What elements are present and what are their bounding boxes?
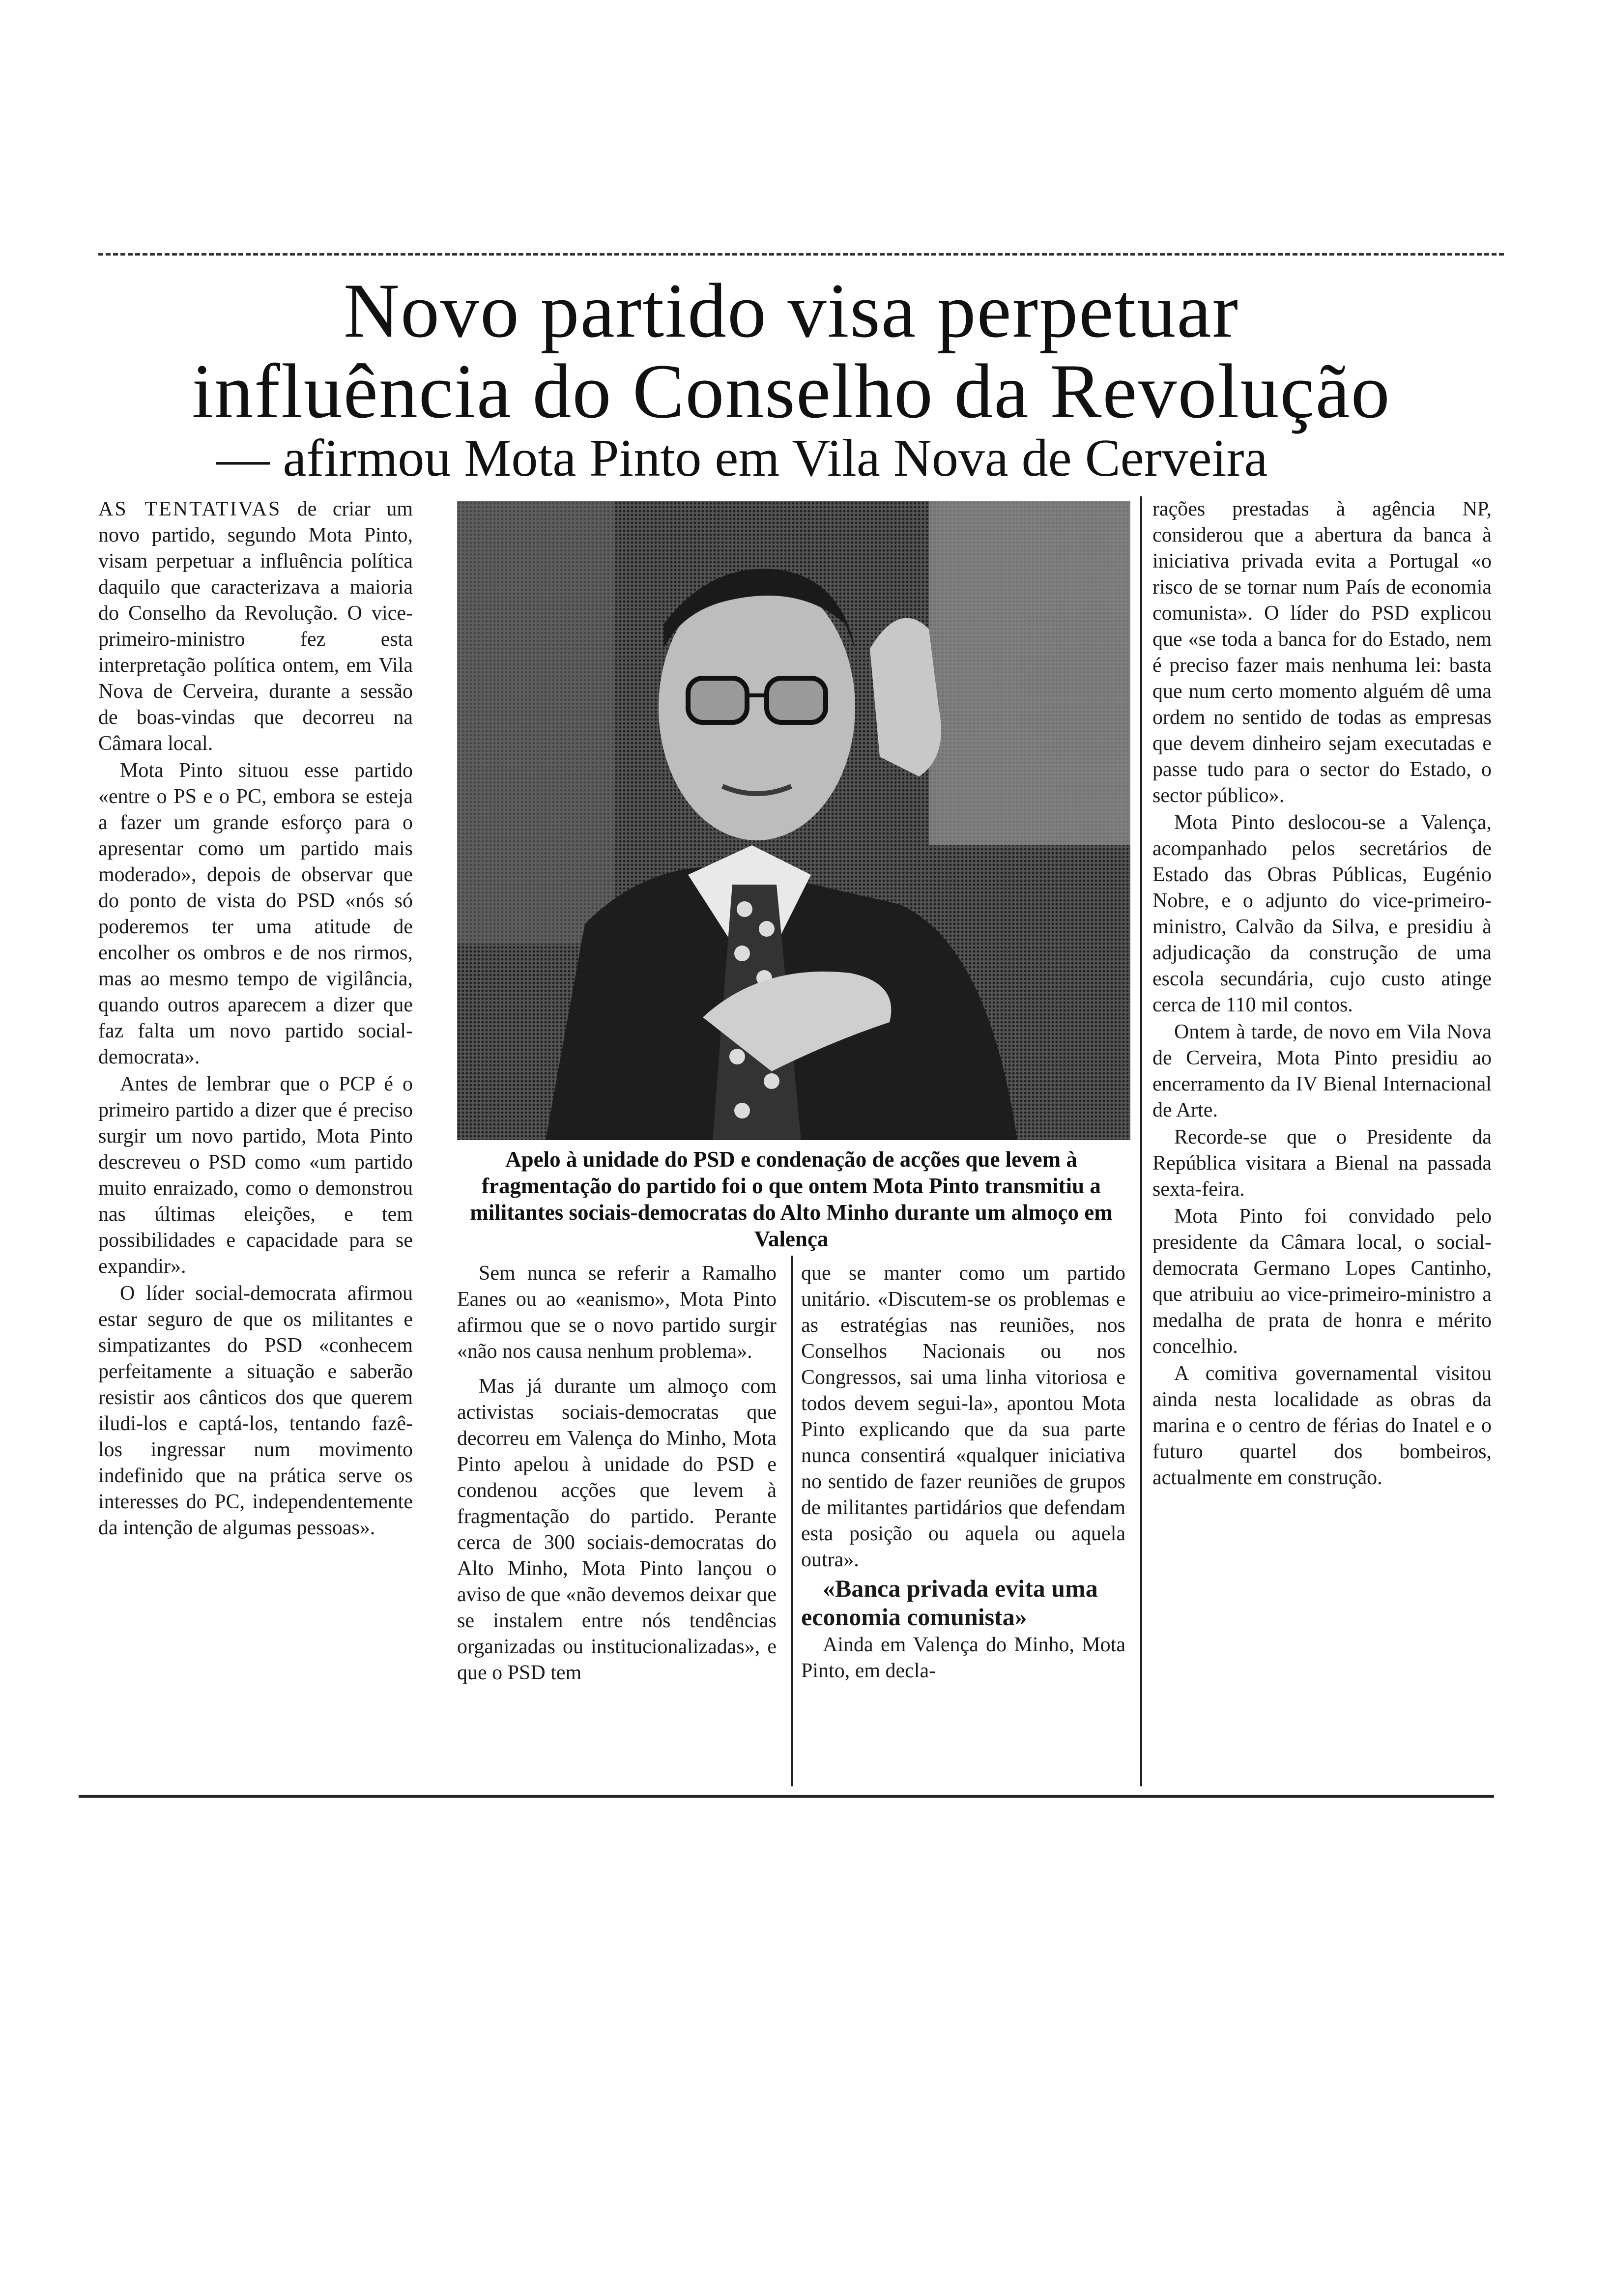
article-column-1 [98, 496, 413, 1541]
paragraph: Sem nunca se referir a Ramalho Eanes ou ao «eanismo», Mota Pinto afirmou que se o novo partido surgir «não nos causa nenhum problema». [457, 1262, 777, 1363]
subheadline: — afirmou Mota Pinto em Vila Nova de Cerveira [216, 429, 1268, 488]
paragraph: Ainda em Valença do Minho, Mota Pinto, em decla- [801, 1634, 1125, 1682]
article-column-4 [1152, 496, 1492, 1491]
column-divider [1140, 496, 1142, 1786]
paragraph: A comitiva governamental visitou ainda nesta localidade as obras da marina e o centro de férias do Inatel e o futuro quartel dos bombeiros, actualmente em construção. [1152, 1362, 1492, 1489]
column-divider [791, 1256, 793, 1786]
paragraph: O líder social-democrata afirmou estar seguro de que os militantes e simpatizantes do PSD «conhecem perfeitamente a situação e saberão resistir aos cânticos dos que querem iludi-los e captá-los, tentando fazê-los ingressar num movimento indefinido que na prática serve os interesses do PC, independentemente da intenção de algumas pessoas». [98, 1282, 413, 1539]
paragraph: Ontem à tarde, de novo em Vila Nova de Cerveira, Mota Pinto presidiu ao encerramento da IV Bienal Internacional de Arte. [1152, 1021, 1492, 1121]
headline-line-1: Novo partido visa perpetuar [343, 268, 1239, 354]
photo-caption: Apelo à unidade do PSD e condenação de acções que levem à fragmentação do partido foi o que ontem Mota Pinto transmitiu a militantes sociais-democratas do Alto Minho durante um almoço em Valença [470, 1147, 1113, 1251]
paragraph: Mas já durante um almoço com activistas sociais-democratas que decorreu em Valença do Minho, Mota Pinto apelou à unidade do PSD e condenou acções que levem à fragmentação do partido. Perante cerca de 300 sociais-democratas do Alto Minho, Mota Pinto lançou o aviso de que «não devemos deixar que se instalem entre nós tendências organizadas ou institucionalizadas», e que o PSD tem [457, 1375, 777, 1684]
article-column-3 [801, 1261, 1125, 1684]
paragraph: Mota Pinto situou esse partido «entre o PS e o PC, embora se esteja a fazer um grande esforço para o apresentar como um partido mais moderado», depois de observar que do ponto de vista do PSD «nós só poderemos ter uma atitude de encolher os ombros e de nos rirmos, mas ao mesmo tempo de vigilância, quando outros aparecem a dizer que faz falta um novo partido social-democrata». [98, 759, 413, 1068]
paragraph: rações prestadas à agência NP, considerou que a abertura da banca à iniciativa privada evita a Portugal «o risco de se tornar num País de economia comunista». O líder do PSD explicou que «se toda a banca for do Estado, nem é preciso fazer mais nenhuma lei: basta que num certo momento alguém dê uma ordem no sentido de todas as empresas que devem dinheiro sejam executadas e passe tudo para o sector do Estado, o sector público». [1152, 498, 1492, 807]
intertitle: «Banca privada evita uma economia comunista» [801, 1575, 1098, 1631]
paragraph: Recorde-se que o Presidente da República visitara a Bienal na passada sexta-feira. [1152, 1126, 1492, 1201]
headline-line-2: influência do Conselho da Revolução [192, 348, 1391, 434]
paragraph [98, 496, 413, 757]
paragraph: Mota Pinto foi convidado pelo presidente da Câmara local, o social-democrata Germano Lopes Cantinho, que atribuiu ao vice-primeiro-ministro a medalha de prata de honra e mérito concelhio. [1152, 1205, 1492, 1358]
paragraph: que se manter como um partido unitário. «Discutem-se os problemas e as estratégias nas reuniões, nos Conselhos Nacionais ou nos Congressos, sai uma linha vitoriosa e todos devem segui-la», apontou Mota Pinto explicando que da sua parte nunca consentirá «qualquer iniciativa no sentido de fazer reuniões de grupos de militantes partidários que defendam esta posição ou aquela ou aquela outra». [801, 1262, 1125, 1571]
paragraph: Mota Pinto deslocou-se a Valença, acompanhado pelos secretários de Estado das Obras Públicas, Eugénio Nobre, e o adjunto do vice-primeiro-ministro, Calvão da Silva, e presidiu à adjudicação da construção de uma escola secundária, cujo custo atinge cerca de 110 mil contos. [1152, 811, 1492, 1016]
lead-in: AS TENTATIVAS [98, 498, 282, 520]
top-rule [98, 253, 1504, 256]
bottom-rule [79, 1795, 1494, 1798]
article-column-2 [457, 1261, 777, 1686]
paragraph-text: de criar um novo partido, segundo Mota Pinto, visam perpetuar a influência política daquilo que caracterizava a maioria do Conselho da Revolução. O vice-primeiro-ministro fez esta interpretação política ontem, em Vila Nova de Cerveira, durante a sessão de boas-vindas que decorreu na Câmara local. [98, 498, 413, 755]
article-photo [457, 501, 1130, 1140]
paragraph: Antes de lembrar que o PCP é o primeiro partido a dizer que é preciso surgir um novo partido, Mota Pinto descreveu o PSD como «um partido muito enraizado, como o demonstrou nas últimas eleições, e tem possibilidades e capacidade para se expandir». [98, 1073, 413, 1278]
photo-portrait-image [457, 501, 1130, 1140]
